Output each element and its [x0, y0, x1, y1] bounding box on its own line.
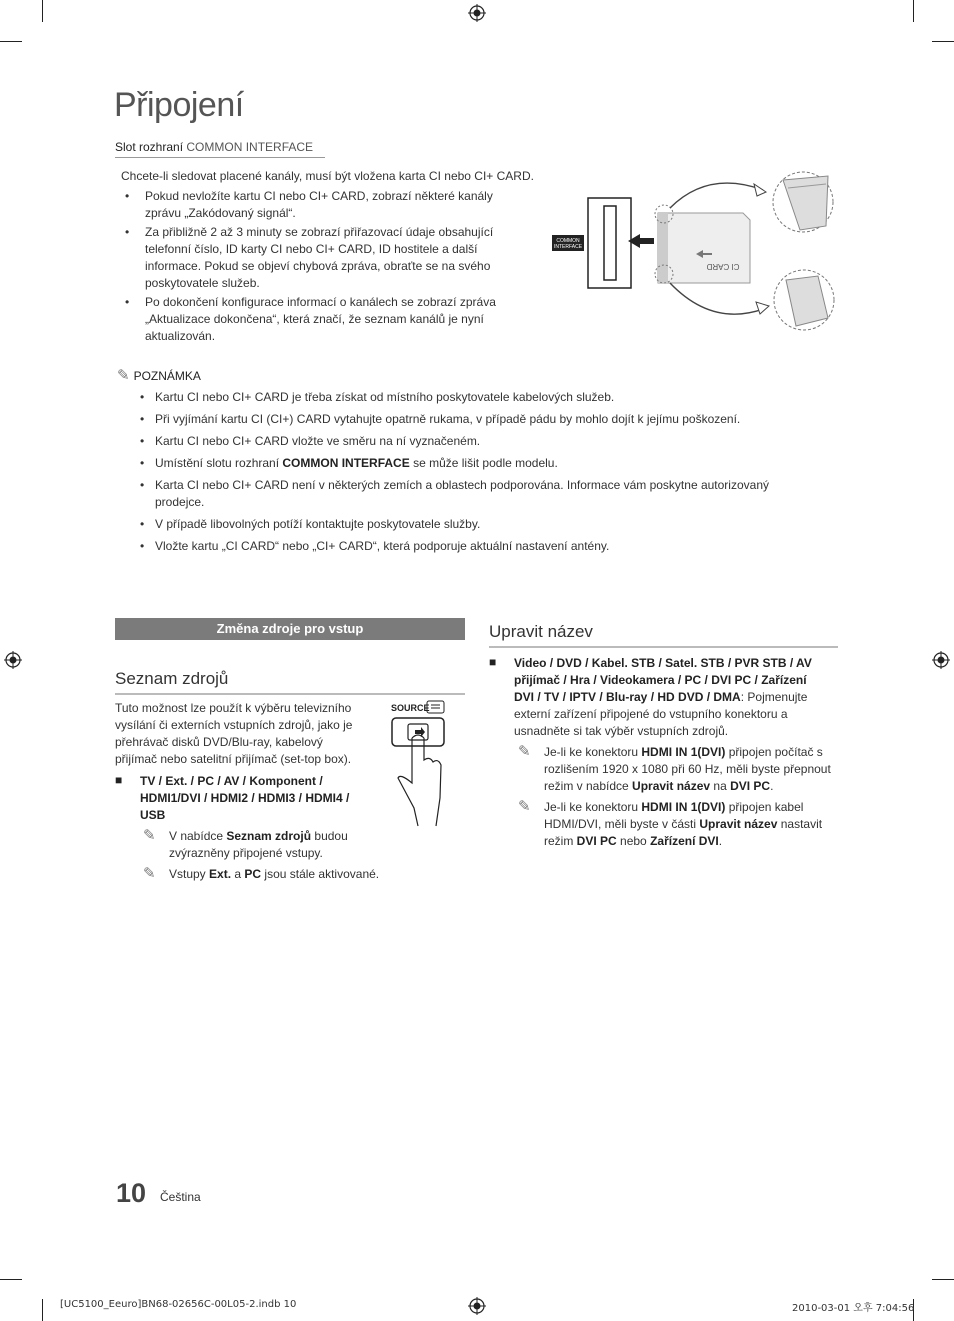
print-timestamp: 2010-03-01 오후 7:04:56: [792, 1303, 915, 1314]
list-item: • Karta CI nebo CI+ CARD není v některých zemích a oblastech podporována. Informace vám poskytne autorizovaný prodejce.: [140, 478, 769, 509]
page-number: 10: [116, 1178, 147, 1208]
common-interface-label-1: COMMON: [556, 238, 580, 244]
crop-mark: [932, 41, 954, 42]
list-item: • Po dokončení konfigurace informací o kanálech se zobrazí zpráva „Aktualizace dokončena“, která značí, že seznam kanálů je nyní aktualizován.: [125, 295, 496, 343]
list-item: • Kartu CI nebo CI+ CARD vložte ve směru na ní vyznačeném.: [140, 434, 481, 448]
source-list-icon: [427, 701, 444, 713]
crop-mark: [42, 1299, 43, 1321]
registration-mark-icon: [932, 651, 950, 669]
source-note-2: ✎ Vstupy Ext. a PC jsou stále aktivované.: [143, 865, 380, 882]
callout-arrow: [670, 183, 763, 208]
ci-card-insertion-diagram: [548, 168, 838, 333]
registration-mark-icon: [4, 651, 22, 669]
ci-card-edge: [658, 213, 668, 283]
bullet-square-icon: ■: [115, 773, 123, 787]
hand-icon: [398, 738, 441, 826]
list-item: • Umístění slotu rozhraní COMMON INTERFACE se může lišit podle modelu.: [140, 456, 558, 470]
crop-mark: [932, 1279, 954, 1280]
callout-arrow: [670, 283, 766, 314]
pencil-note-icon: ✎: [143, 827, 156, 844]
rename-title: Upravit název: [489, 622, 838, 648]
section-bar-heading: Změna zdroje pro vstup: [115, 618, 465, 640]
insert-arrow-icon: [628, 234, 654, 248]
common-interface-label-2: INTERFACE: [553, 244, 583, 250]
crop-mark: [0, 41, 22, 42]
crop-mark: [913, 0, 914, 22]
remote-source-button-illustration: [388, 698, 458, 828]
pencil-note-icon: ✎: [117, 367, 130, 384]
slot-intro: Chcete-li sledovat placené kanály, musí být vložena karta CI nebo CI+ CARD.: [121, 169, 534, 183]
callout-arrowhead-icon: [754, 184, 766, 196]
rename-description: Pojmenujte externí zařízení připojené do vstupního konektoru a usnadněte si tak výběr vstupních zdrojů.: [514, 690, 808, 738]
callout-arrowhead-icon: [756, 302, 769, 314]
list-item: • Za přibližně 2 až 3 minuty se zobrazí přiřazovací údaje obsahující telefonní číslo, ID karty CI nebo CI+ CARD, ID hostitele a další informace. Pokud se objeví chybová zpráva, obraťte se na svého poskytovatele služeb.: [125, 225, 494, 290]
registration-mark-icon: [468, 4, 486, 22]
list-item: • Pokud nevložíte kartu CI nebo CI+ CARD, zobrazí některé kanály zprávu „Zakódovaný signál“.: [125, 189, 493, 220]
slot-heading-prefix: Slot rozhraní: [115, 140, 184, 154]
crop-mark: [0, 1279, 22, 1280]
list-item: • Vložte kartu „CI CARD“ nebo „CI+ CARD“, která podporuje aktuální nastavení antény.: [140, 539, 610, 553]
page-title: Připojení: [114, 86, 244, 124]
rename-device-list: Video / DVD / Kabel. STB / Satel. STB / PVR STB / AV přijímač / Hra / Videokamera / PC / DVI PC / Zařízení DVI / TV / IPTV / Blu-ray / HD DVD / DMA: [514, 656, 812, 704]
registration-mark-icon: [468, 1297, 486, 1315]
slot-heading-name: COMMON INTERFACE: [186, 140, 314, 154]
slot-frame: [588, 198, 631, 288]
rename-note-2: ✎ Je-li ke konektoru HDMI IN 1(DVI) připojen kabel HDMI/DVI, měli byste v části Upravit název nastavit režim DVI PC nebo Zařízení DVI.: [518, 798, 823, 848]
pencil-note-icon: ✎: [518, 743, 531, 760]
source-intro: Tuto možnost lze použít k výběru televizního vysílání či externích vstupních zdrojů, jako je přehrávač disků DVD/Blu-ray, kabelový přijímač nebo satelitní přijímač (set-top box).: [115, 701, 353, 766]
rename-body: Video / DVD / Kabel. STB / Satel. STB / PVR STB / AV přijímač / Hra / Videokamera / PC / DVI PC / Zařízení DVI / TV / IPTV / Blu-ray / HD DVD / DMA: Pojmenujte externí zařízení připojené do vstupního konektoru a usnadněte si tak výběr vstupních zdrojů.: [514, 656, 812, 738]
ci-card-label: CI CARD: [706, 262, 740, 271]
source-input-list: TV / Ext. / PC / AV / Komponent / HDMI1/DVI / HDMI2 / HDMI3 / HDMI4 / USB: [140, 774, 350, 822]
source-list-title: Seznam zdrojů: [115, 669, 465, 695]
crop-mark: [42, 0, 43, 22]
ci-card: [658, 213, 750, 283]
list-item: • Kartu CI nebo CI+ CARD je třeba získat od místního poskytovatele kabelových služeb.: [140, 390, 615, 404]
slot-list: [121, 188, 509, 347]
pencil-note-icon: ✎: [518, 798, 531, 815]
page-language: Čeština: [160, 1190, 201, 1204]
rename-note-1: ✎ Je-li ke konektoru HDMI IN 1(DVI) připojen počítač s rozlišením 1920 x 1080 při 60 Hz, měli byste přepnout režim v nabídce Upravit název na DVI PC.: [518, 743, 831, 793]
source-note-1: ✎ V nabídce Seznam zdrojů budou zvýrazněny připojené vstupy.: [143, 827, 348, 860]
print-file-info: [UC5100_Eeuro]BN68-02656C-00L05-2.indb 10: [60, 1299, 297, 1310]
slot-heading: [115, 140, 325, 158]
pencil-note-icon: ✎: [143, 865, 156, 882]
note-list: [139, 389, 809, 560]
list-item: • Při vyjímání kartu CI (CI+) CARD vytahujte opatrně rukama, v případě pádu by mohlo dojít k jejímu poškození.: [140, 412, 741, 426]
list-item: • V případě libovolných potíží kontaktujte poskytovatele služby.: [140, 517, 481, 531]
note-heading: ✎ POZNÁMKA: [117, 367, 201, 384]
source-button-label: SOURCE: [391, 703, 430, 713]
bullet-square-icon: ■: [489, 655, 497, 669]
